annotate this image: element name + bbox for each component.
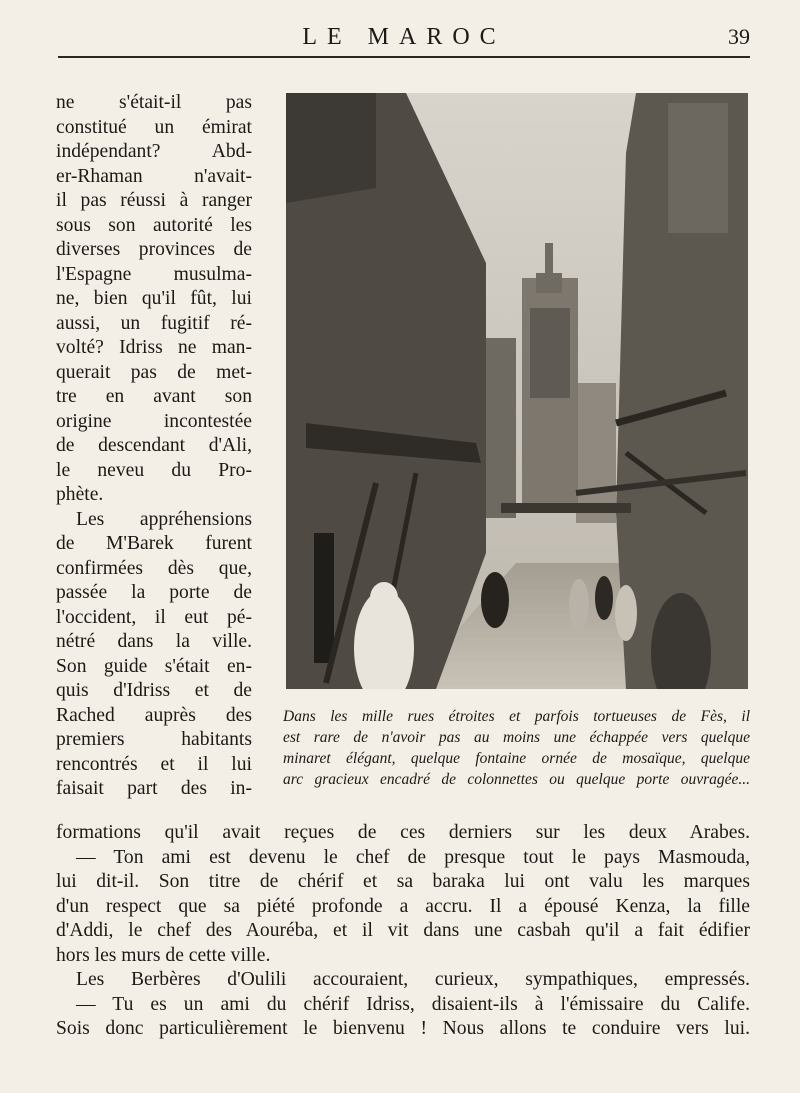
caption-line: Dans les mille rues étroites et parfois tortueuses de Fès, il xyxy=(283,708,750,725)
text-line: sous son autorité les xyxy=(56,214,252,236)
text-line: Son guide s'était en- xyxy=(56,655,252,677)
caption-line: est rare de n'avoir pas au moins une échappée vers quelque xyxy=(283,729,750,746)
wide-text-column xyxy=(56,821,750,1042)
text-line: il pas réussi à ranger xyxy=(56,190,252,211)
text-line: le neveu du Pro- xyxy=(56,459,252,481)
text-line: formations qu'il avait reçues de ces derniers sur les deux Arabes. xyxy=(56,822,750,843)
text-line: indépendant? Abd- xyxy=(56,141,252,162)
text-line: querait pas de met- xyxy=(56,361,252,383)
running-title: LE MAROC xyxy=(302,24,506,50)
text-line: l'occident, il eut pé- xyxy=(56,606,252,628)
text-line: — Tu es un ami du chérif Idriss, disaient-ils à l'émissaire du Calife. xyxy=(76,993,750,1015)
text-line: quis d'Idriss et de xyxy=(56,680,252,701)
text-line: d'Addi, le chef des Aouréba, et il vit dans une casbah qu'il a fait édifier xyxy=(56,920,750,941)
text-line: nétré dans la ville. xyxy=(56,631,252,652)
text-line: constitué un émirat xyxy=(56,116,252,138)
text-line: Sois donc particulièrement le bienvenu ! Nous allons te conduire vers lui. xyxy=(56,1018,750,1039)
running-head xyxy=(58,22,750,52)
text-line: lui dit-il. Son titre de chérif et sa baraka lui ont valu les marques xyxy=(56,871,750,892)
text-line: passée la porte de xyxy=(56,582,252,603)
text-line: ne s'était-il pas xyxy=(56,92,252,113)
text-line: origine incontestée xyxy=(56,410,252,432)
text-line: d'un respect que sa piété profonde a accru. Il a épousé Kenza, la fille xyxy=(56,895,750,917)
header-rule xyxy=(58,56,750,58)
text-line: l'Espagne musulma- xyxy=(56,263,252,285)
text-line: volté? Idriss ne man- xyxy=(56,337,252,358)
page-number: 39 xyxy=(728,24,750,49)
text-line: ne, bien qu'il fût, lui xyxy=(56,288,252,309)
figure-caption xyxy=(283,706,750,790)
text-line: de descendant d'Ali, xyxy=(56,435,252,456)
text-line: rencontrés et il lui xyxy=(56,753,252,775)
street-photograph xyxy=(286,93,748,689)
text-line: hors les murs de cette ville. xyxy=(56,944,271,966)
text-line: confirmées dès que, xyxy=(56,557,252,579)
text-line: phète. xyxy=(56,484,104,505)
text-line: faisait part des in- xyxy=(56,778,252,799)
caption-line: arc gracieux encadré de colonnettes ou quelque porte ouvragée... xyxy=(283,771,750,788)
text-line: de M'Barek furent xyxy=(56,533,252,554)
text-line: Les appréhensions xyxy=(76,508,252,530)
text-line: Rached auprès des xyxy=(56,704,252,726)
text-line: premiers habitants xyxy=(56,729,252,750)
text-line: aussi, un fugitif ré- xyxy=(56,312,252,334)
text-line: — Ton ami est devenu le chef de presque tout le pays Masmouda, xyxy=(76,846,750,868)
text-line: diverses provinces de xyxy=(56,239,252,260)
text-line: er-Rhaman n'avait- xyxy=(56,165,252,187)
narrow-text-column xyxy=(56,91,252,802)
text-line: Les Berbères d'Oulili accouraient, curieux, sympathiques, empressés. xyxy=(76,969,750,990)
text-line: tre en avant son xyxy=(56,386,252,407)
caption-line: minaret élégant, quelque fontaine ornée de mosaïque, quelque xyxy=(283,750,750,767)
